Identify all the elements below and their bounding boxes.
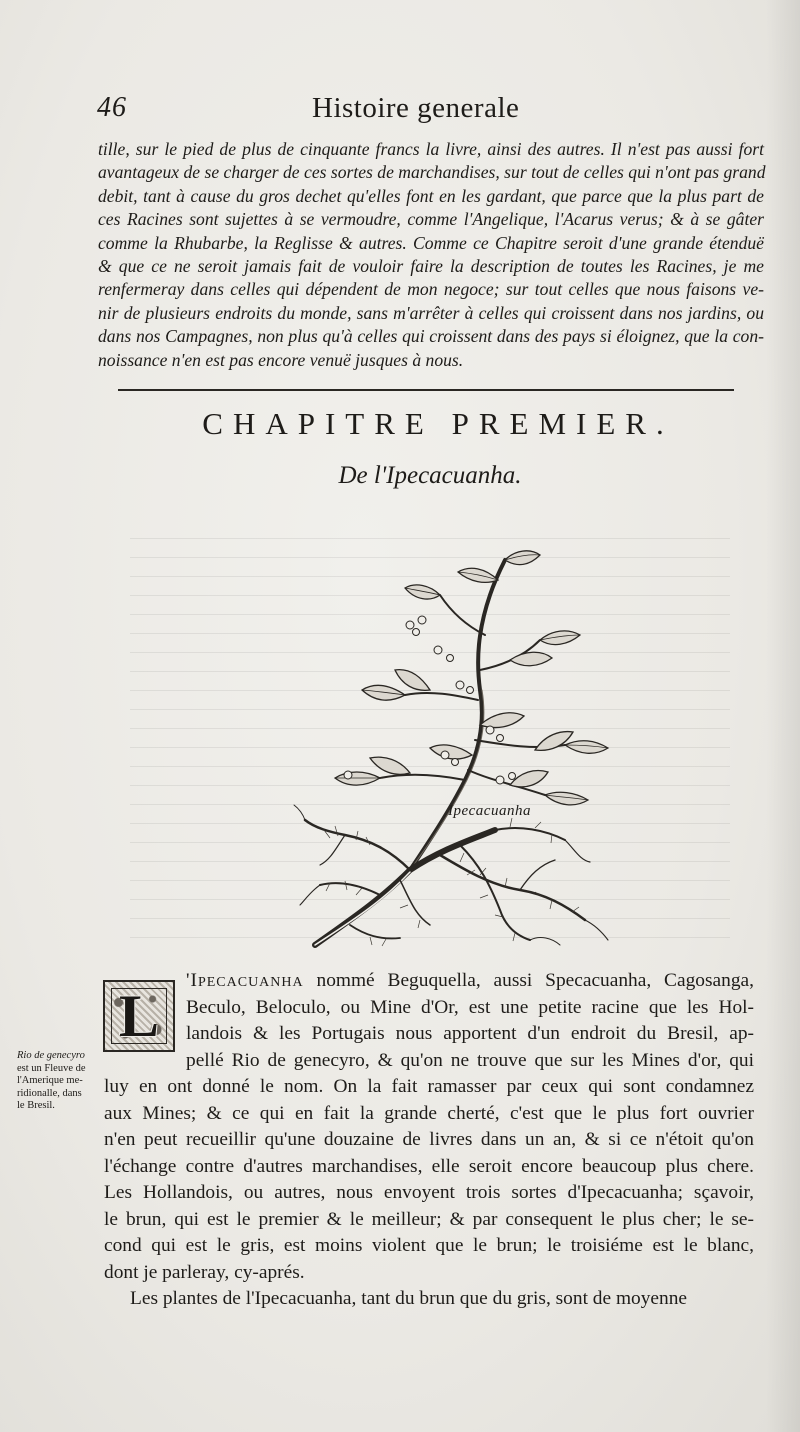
body-line: Les Hollandois, ou autres, nous envoyent trois sortes d'Ipecacuanha; sçavoir, <box>104 1182 754 1203</box>
marginal-note <box>17 1050 99 1113</box>
intro-line: ces Racines sont sujettes à se vermoudre, comme l'Angelique, l'Acarus verus; & à se gâter <box>98 209 764 230</box>
section-divider <box>118 389 734 391</box>
figure-caption: Ipecacuanha <box>448 803 531 819</box>
body-line: cond qui est le gris, est moins violent que le brun; le troisiéme est le blanc, <box>104 1235 754 1256</box>
page-edge-shadow <box>766 0 800 1432</box>
chapter-subtitle: De l'Ipecacuanha. <box>338 462 522 489</box>
intro-line: avantageux de se charger de ces sortes de marchandises, sur tout de celles qui n'ont pas grand <box>98 162 766 183</box>
body-line-rest: nommé Beguquella, aussi Specacuanha, Cagosanga, <box>303 970 754 991</box>
body-line: dont je parleray, cy-aprés. <box>104 1261 305 1283</box>
intro-paragraph <box>98 138 764 372</box>
page-number: 46 <box>97 92 127 123</box>
body-line: Beculo, Beloculo, ou Mine d'Or, est une petite racine que les Hol- <box>186 996 754 1018</box>
body-lead-word: 'Ipecacuanha <box>186 970 304 991</box>
body-paragraph <box>104 968 754 1313</box>
margin-note-line: Rio de genecyro <box>17 1050 85 1061</box>
body-line: n'en peut recueillir qu'une douzaine de livres dans un an, & si ce n'étoit qu'on <box>104 1129 754 1150</box>
body-line: aux Mines; & ce qui en fait la grande cherté, c'est que le plus fort ouvrier <box>104 1102 754 1124</box>
intro-line: renfermeray dans celles qui dépendent de mon negoce; sur tout celles que nous faisons ve- <box>98 279 764 300</box>
intro-line: debit, tant à cause du gros dechet qu'elles font en les gardant, que parce que la plus part de <box>98 185 764 206</box>
intro-line: & que ce ne seroit jamais fait de vouloir faire la description de toutes les Racines, je me <box>98 256 764 277</box>
ipecacuanha-plant-illustration <box>290 540 620 965</box>
body-line: pellé Rio de genecyro, & qu'on ne trouve que sur les Mines d'or, qui <box>186 1049 754 1071</box>
initial-letter: L <box>111 988 167 1044</box>
margin-note-line: est un Fleuve de <box>17 1062 86 1074</box>
body-line: le brun, qui est le premier & le meilleur; & par consequent le plus cher; le se- <box>104 1208 754 1230</box>
intro-line: noissance n'en est pas encore venuë jusques à nous. <box>98 349 464 370</box>
body-line: l'échange contre d'autres marchandises, elle seroit encore beaucoup plus chere. <box>104 1155 754 1177</box>
intro-line: tille, sur le pied de plus de cinquante francs la livre, ainsi des autres. Il n'est pas aussi fort <box>98 139 764 159</box>
margin-note-line: l'Amerique me- <box>17 1075 83 1087</box>
body-line: landois & les Portugais nous apportent d'un endroit du Bresil, ap- <box>186 1023 754 1044</box>
intro-line: dans nos Campagnes, non plus qu'à celles qui croissent dans des pays si éloignez, que la con- <box>98 326 764 347</box>
margin-note-line: le Bresil. <box>17 1100 55 1112</box>
body-line: Les plantes de l'Ipecacuanha, tant du brun que du gris, sont de moyenne <box>130 1288 688 1309</box>
body-line <box>104 968 754 995</box>
running-title: Histoire generale <box>312 92 520 124</box>
chapter-title: CHAPITRE PREMIER. <box>202 406 674 441</box>
intro-line: comme la Rhubarbe, la Reglisse & autres. Comme ce Chapitre seroit d'une grande étenduë <box>98 232 764 253</box>
margin-note-line: ridionalle, dans <box>17 1087 82 1099</box>
body-line: luy en ont donné le nom. On la fait ramasser par ceux qui sont condamnez <box>104 1076 754 1097</box>
intro-line: nir de plusieurs endroits du monde, sans m'arrêter à celles qui croissent dans nos jardins, ou <box>98 302 764 323</box>
